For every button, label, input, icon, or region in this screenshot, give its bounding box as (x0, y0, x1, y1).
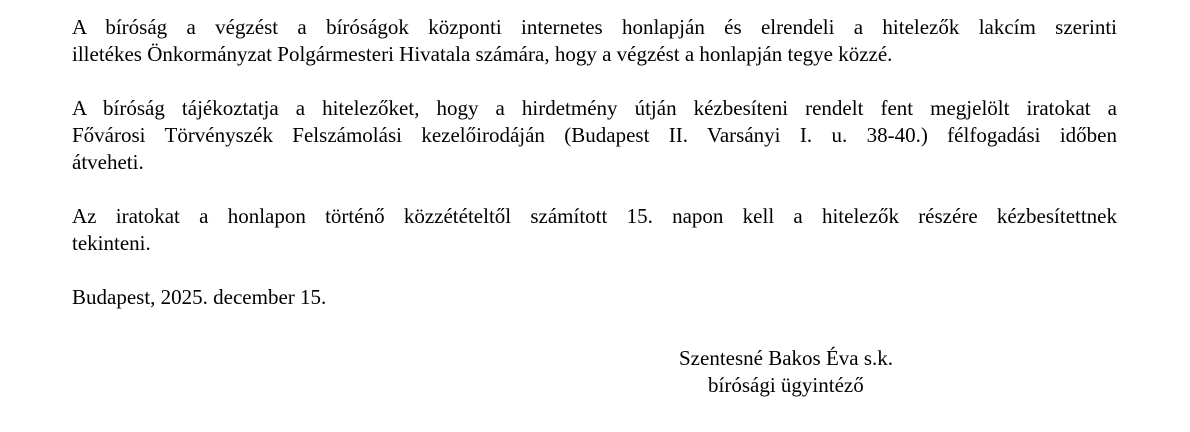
paragraph-publication-order (72, 14, 1117, 68)
paragraph-line: tekinteni. (72, 231, 151, 255)
signature-name: Szentesné Bakos Éva s.k. (679, 346, 894, 370)
paragraph-collection-notice (72, 95, 1117, 176)
paragraph-delivery-deadline (72, 203, 1117, 257)
paragraph-line: Az iratokat a honlapon történő közzétételtől számított 15. napon kell a hitelezők részére kézbesítettnek (72, 204, 1117, 228)
paragraph-line: Fővárosi Törvényszék Felszámolási kezelőirodáján (Budapest II. Varsányi I. u. 38-40.) félfogadási időben (72, 123, 1117, 147)
signature-block (679, 345, 939, 399)
document-body (72, 14, 1117, 340)
paragraph-line: A bíróság a végzést a bíróságok központi internetes honlapján és elrendeli a hitelezők lakcím szerinti (72, 15, 1117, 39)
paragraph-line: A bíróság tájékoztatja a hitelezőket, hogy a hirdetmény útján kézbesíteni rendelt fent megjelölt iratokat a (72, 96, 1117, 120)
paragraph-line: átveheti. (72, 150, 144, 174)
paragraph-line: illetékes Önkormányzat Polgármesteri Hivatala számára, hogy a végzést a honlapján tegye közzé. (72, 42, 893, 66)
signature-title: bírósági ügyintéző (708, 373, 864, 397)
place-date: Budapest, 2025. december 15. (72, 285, 327, 309)
